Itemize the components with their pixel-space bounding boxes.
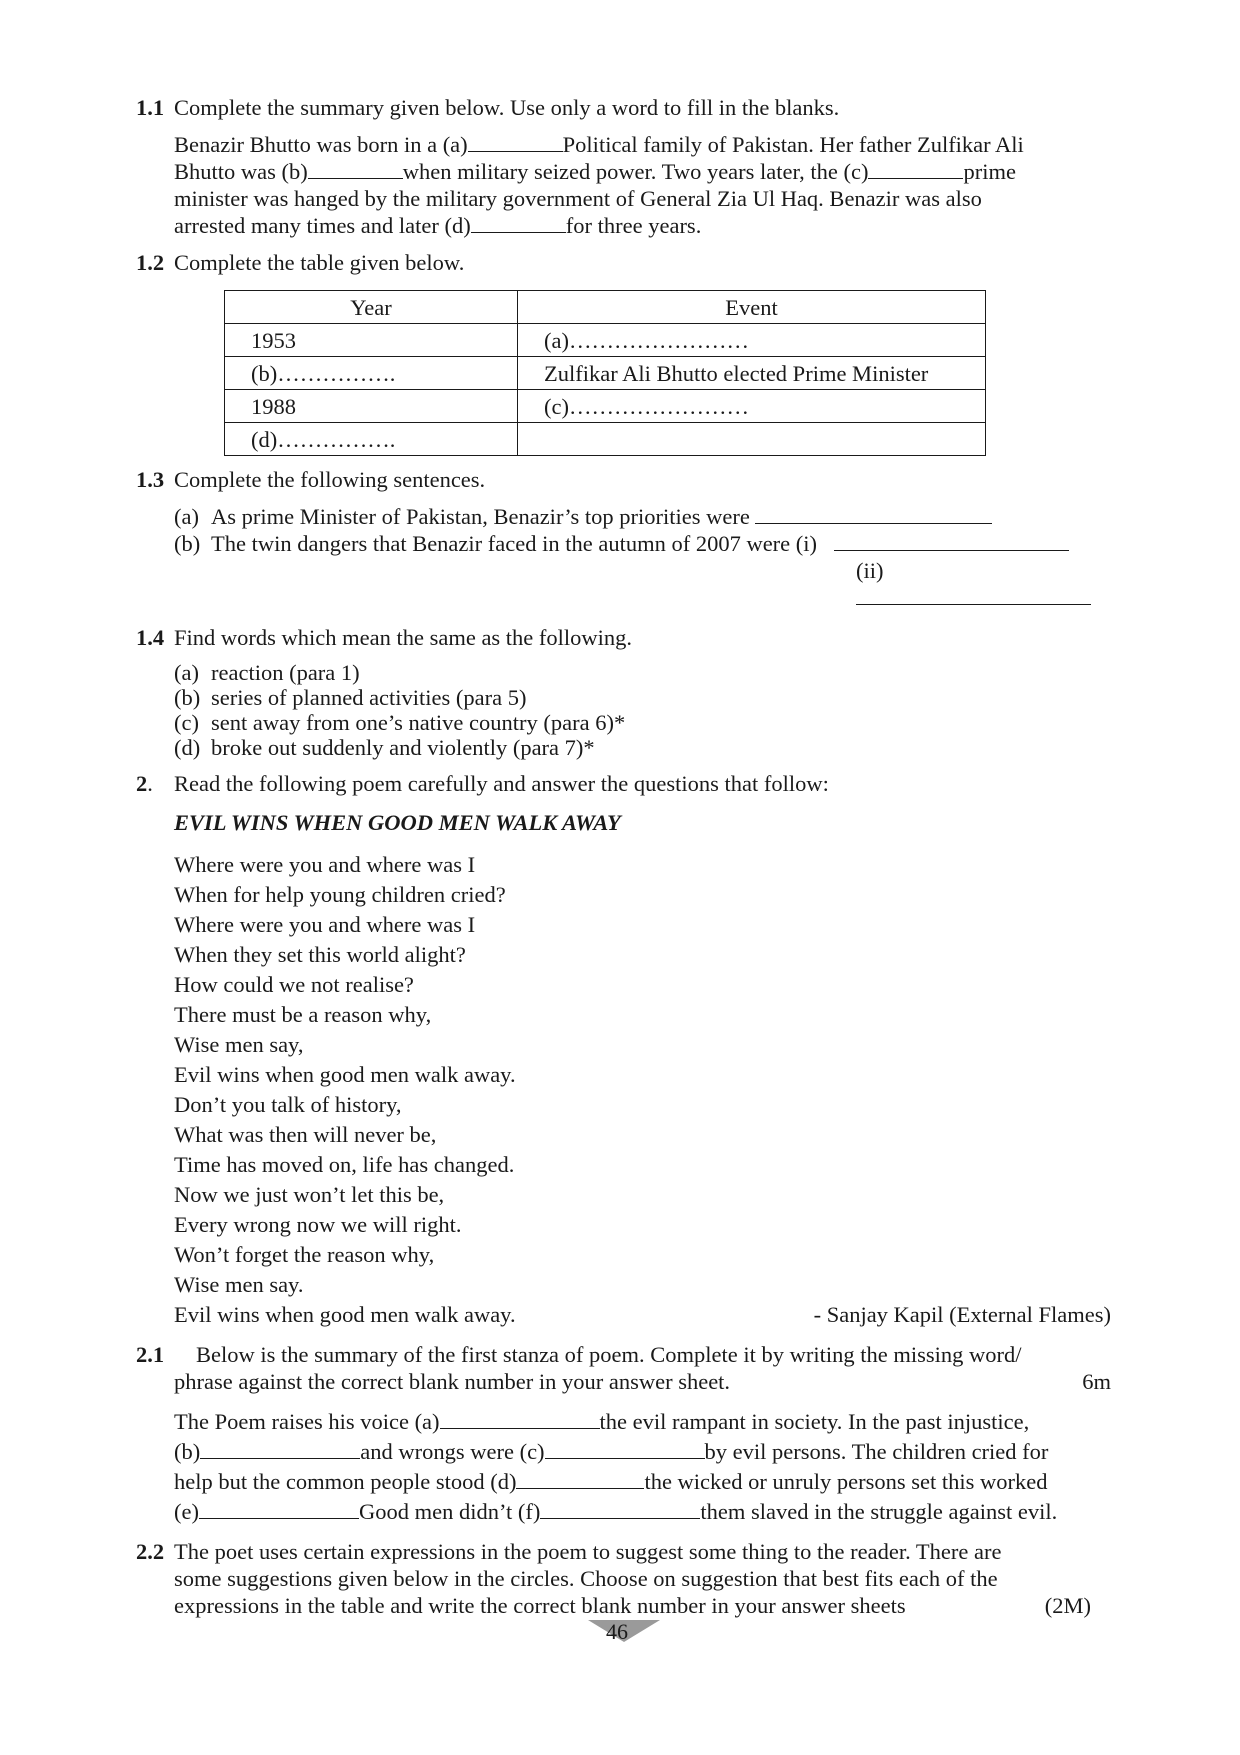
- table-cell: [518, 423, 986, 456]
- answer-line[interactable]: [856, 586, 1091, 605]
- poem-line: Evil wins when good men walk away.: [174, 1062, 516, 1087]
- poem-line: Don’t you talk of history,: [174, 1092, 402, 1117]
- summary-line: (e) Good men didn’t (f) them slaved in the struggle against evil.: [174, 1499, 1058, 1524]
- page-footer: [0, 1620, 1240, 1647]
- poem-line: When they set this world alight?: [174, 942, 466, 967]
- question-instruction: The poet uses certain expressions in the poem to suggest some thing to the reader. There are: [174, 1539, 1002, 1564]
- table-row: [225, 390, 986, 423]
- poem-line: Where were you and where was I: [174, 912, 476, 937]
- events-table: [224, 290, 986, 456]
- question-2: [136, 770, 1111, 797]
- question-number: 1.2: [136, 250, 165, 275]
- poem-line: What was then will never be,: [174, 1122, 437, 1147]
- question-number: 2.2: [136, 1539, 165, 1564]
- list-item: (b) series of planned activities (para 5): [174, 685, 527, 710]
- summary-line: The Poem raises his voice (a) the evil rampant in society. In the past injustice,: [174, 1409, 1030, 1434]
- poem-line: Now we just won’t let this be,: [174, 1182, 445, 1207]
- table-row: [225, 423, 986, 456]
- summary-paragraph-1-1: [174, 131, 1111, 239]
- blank-b[interactable]: [200, 1440, 360, 1459]
- poem-attribution: - Sanjay Kapil (External Flames): [813, 1302, 1111, 1327]
- column-header-event: Event: [518, 291, 986, 324]
- poem: [174, 850, 1111, 1330]
- page-number: 46: [606, 1619, 628, 1644]
- blank-c[interactable]: [545, 1440, 705, 1459]
- table-cell[interactable]: (d)…………….: [225, 423, 518, 456]
- sentence-item: (b) The twin dangers that Benazir faced in the autumn of 2007 were (i): [174, 530, 1111, 557]
- blank-d[interactable]: [516, 1470, 644, 1489]
- blank-d[interactable]: [471, 214, 566, 233]
- question-1-4: [136, 624, 1111, 651]
- poem-last-line-row: [174, 1300, 1111, 1330]
- question-instruction: Complete the summary given below. Use only a word to fill in the blanks.: [174, 95, 840, 120]
- worksheet-page: [136, 94, 1111, 1619]
- question-instruction: Below is the summary of the first stanza of poem. Complete it by writing the missing word/: [196, 1342, 1022, 1367]
- table-row: [225, 324, 986, 357]
- table-header-row: [225, 291, 986, 324]
- poem-line: Evil wins when good men walk away.: [174, 1302, 516, 1327]
- question-2-1: 2.1 Below is the summary of the first stanza of poem. Complete it by writing the missing word/ phrase against the correct blank number in your answer sheet. 6m: [136, 1342, 1111, 1394]
- blank-f[interactable]: [540, 1500, 700, 1519]
- question-instruction: Find words which mean the same as the following.: [174, 625, 633, 650]
- column-header-year: Year: [225, 291, 518, 324]
- blank-a[interactable]: [468, 133, 563, 152]
- question-number: 2.1: [136, 1342, 165, 1367]
- question-1-1: [136, 94, 1111, 121]
- word-meaning-list: [174, 660, 1111, 760]
- summary-line: help but the common people stood (d) the wicked or unruly persons set this worked: [174, 1469, 1048, 1494]
- poem-line: How could we not realise?: [174, 972, 414, 997]
- question-2-2: 2.2 The poet uses certain expressions in the poem to suggest some thing to the reader. There are some suggestions given below in the circles. Choose on suggestion that best fits each of the expressions in the table and write the correct blank number in your answer sheets (2M): [136, 1538, 1111, 1619]
- summary-paragraph-2-1: [174, 1407, 1111, 1527]
- summary-line: minister was hanged by the military government of General Zia Ul Haq. Benazir was also: [174, 186, 982, 211]
- summary-line: Bhutto was (b) when military seized power. Two years later, the (c) prime: [174, 159, 1016, 184]
- poem-line: Wise men say.: [174, 1272, 304, 1297]
- blank-b[interactable]: [308, 160, 403, 179]
- table-cell: 1953: [225, 324, 518, 357]
- summary-line: arrested many times and later (d) for three years.: [174, 213, 702, 238]
- table-row: [225, 357, 986, 390]
- poem-line: Every wrong now we will right.: [174, 1212, 462, 1237]
- question-instruction: Complete the table given below.: [174, 250, 465, 275]
- list-item: (a) reaction (para 1): [174, 660, 360, 685]
- poem-line: Wise men say,: [174, 1032, 304, 1057]
- table-cell[interactable]: (c)……………………: [518, 390, 986, 423]
- marks-label: 6m: [1082, 1369, 1111, 1394]
- list-item: (d) broke out suddenly and violently (para 7)*: [174, 735, 595, 760]
- question-instruction: Complete the following sentences.: [174, 467, 486, 492]
- question-1-3: [136, 466, 1111, 493]
- question-number: 2.: [136, 771, 153, 796]
- marks-label: (2M): [1044, 1593, 1091, 1618]
- table-cell: 1988: [225, 390, 518, 423]
- sentence-item-ii: (ii): [174, 557, 1111, 611]
- blank-e[interactable]: [199, 1500, 359, 1519]
- poem-line: Where were you and where was I: [174, 852, 476, 877]
- blank-a[interactable]: [440, 1410, 600, 1429]
- summary-line: Benazir Bhutto was born in a (a) Political family of Pakistan. Her father Zulfikar Ali: [174, 132, 1024, 157]
- sentence-list: [174, 503, 1111, 611]
- blank-c[interactable]: [868, 160, 963, 179]
- table-cell: Zulfikar Ali Bhutto elected Prime Minister: [518, 357, 986, 390]
- poem-line: Time has moved on, life has changed.: [174, 1152, 515, 1177]
- poem-line: When for help young children cried?: [174, 882, 506, 907]
- question-number: 1.1: [136, 95, 165, 120]
- poem-title: EVIL WINS WHEN GOOD MEN WALK AWAY: [174, 810, 621, 835]
- question-number: 1.3: [136, 467, 165, 492]
- poem-line: There must be a reason why,: [174, 1002, 432, 1027]
- answer-line[interactable]: [755, 505, 992, 524]
- answer-line[interactable]: [834, 532, 1069, 551]
- poem-line: Won’t forget the reason why,: [174, 1242, 435, 1267]
- table-cell[interactable]: (b)…………….: [225, 357, 518, 390]
- question-number: 1.4: [136, 625, 165, 650]
- table-cell[interactable]: (a)……………………: [518, 324, 986, 357]
- sentence-item: (a) As prime Minister of Pakistan, Benazir’s top priorities were: [174, 503, 1111, 530]
- question-1-2: [136, 249, 1111, 276]
- list-item: (c) sent away from one’s native country (para 6)*: [174, 710, 626, 735]
- question-instruction: Read the following poem carefully and answer the questions that follow:: [174, 771, 829, 796]
- summary-line: (b) and wrongs were (c) by evil persons. The children cried for: [174, 1439, 1049, 1464]
